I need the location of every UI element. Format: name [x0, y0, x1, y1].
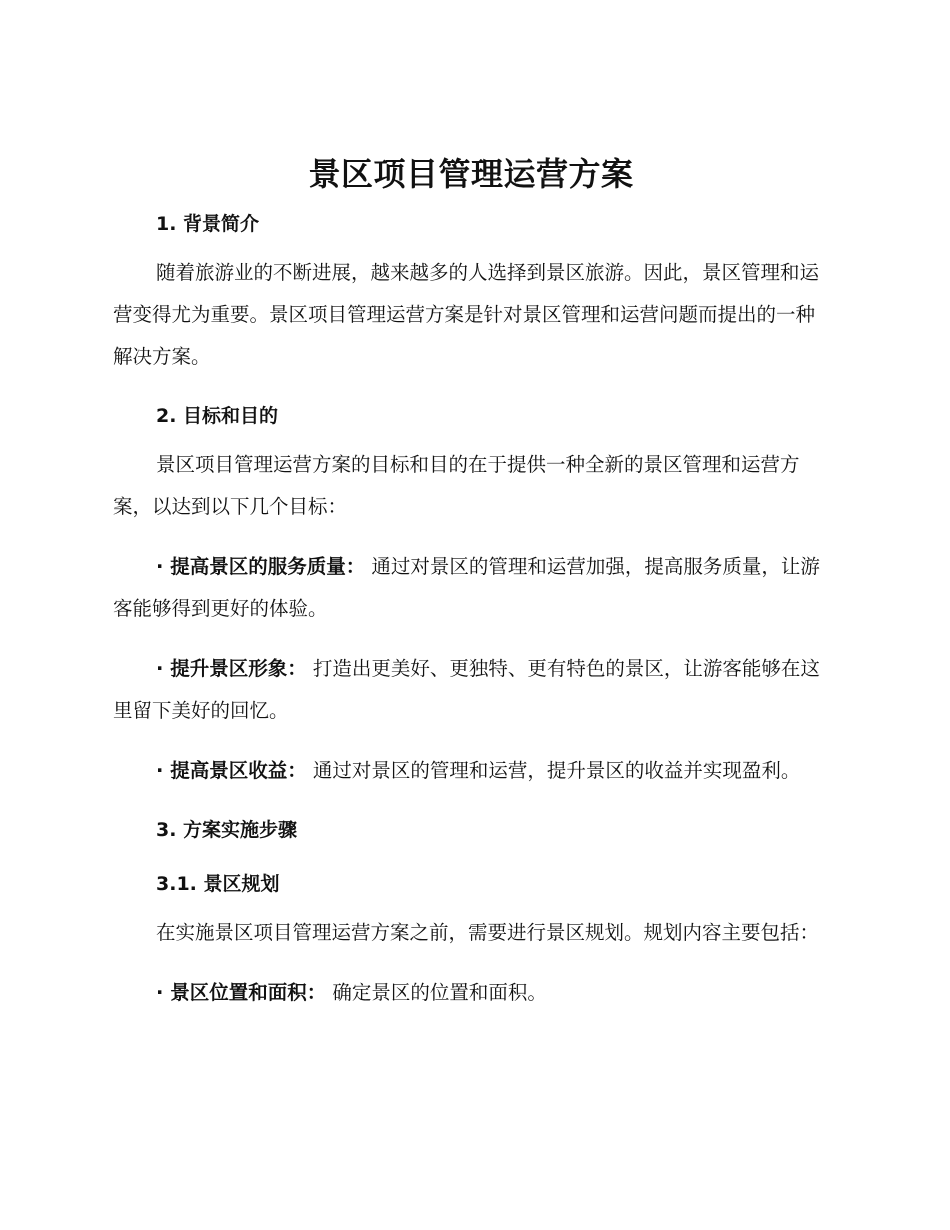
goal-bullet-service-text: 通过对景区的管理和运营加强，提高服务质量，让游客能够得到更好的体验。: [113, 555, 820, 620]
goal-bullet-image-text: 打造出更美好、更独特、更有特色的景区，让游客能够在这里留下美好的回忆。: [113, 657, 820, 722]
subsection-heading-planning: 3.1. 景区规划: [156, 873, 280, 895]
section-heading-goals: 2. 目标和目的: [156, 405, 279, 427]
goal-bullet-service: [113, 546, 829, 630]
goal-bullet-revenue-lead: · 提高景区收益：: [156, 759, 307, 782]
background-paragraph: 随着旅游业的不断进展，越来越多的人选择到景区旅游。因此，景区管理和运营变得尤为重要。景区项目管理运营方案是针对景区管理和运营问题而提出的一种解决方案。: [113, 261, 820, 368]
goal-bullet-revenue: [113, 750, 829, 792]
goal-bullet-image: [113, 648, 829, 732]
goal-bullet-service-lead: · 提高景区的服务质量：: [156, 555, 366, 578]
document-content: [113, 150, 829, 1014]
goal-bullet-image-lead: · 提升景区形象：: [156, 657, 307, 680]
section-heading-implementation: 3. 方案实施步骤: [156, 819, 298, 841]
goals-paragraph: 景区项目管理运营方案的目标和目的在于提供一种全新的景区管理和运营方案，以达到以下几个目标：: [113, 453, 800, 518]
document-title: 景区项目管理运营方案: [308, 155, 634, 193]
planning-bullet-location: [113, 972, 829, 1014]
planning-paragraph: 在实施景区项目管理运营方案之前，需要进行景区规划。规划内容主要包括：: [156, 921, 820, 944]
goal-bullet-revenue-text: 通过对景区的管理和运营，提升景区的收益并实现盈利。: [312, 759, 801, 782]
planning-bullet-location-text: 确定景区的位置和面积。: [332, 981, 547, 1004]
section-heading-background: 1. 背景简介: [156, 213, 260, 235]
planning-bullet-location-lead: · 景区位置和面积：: [156, 981, 327, 1004]
